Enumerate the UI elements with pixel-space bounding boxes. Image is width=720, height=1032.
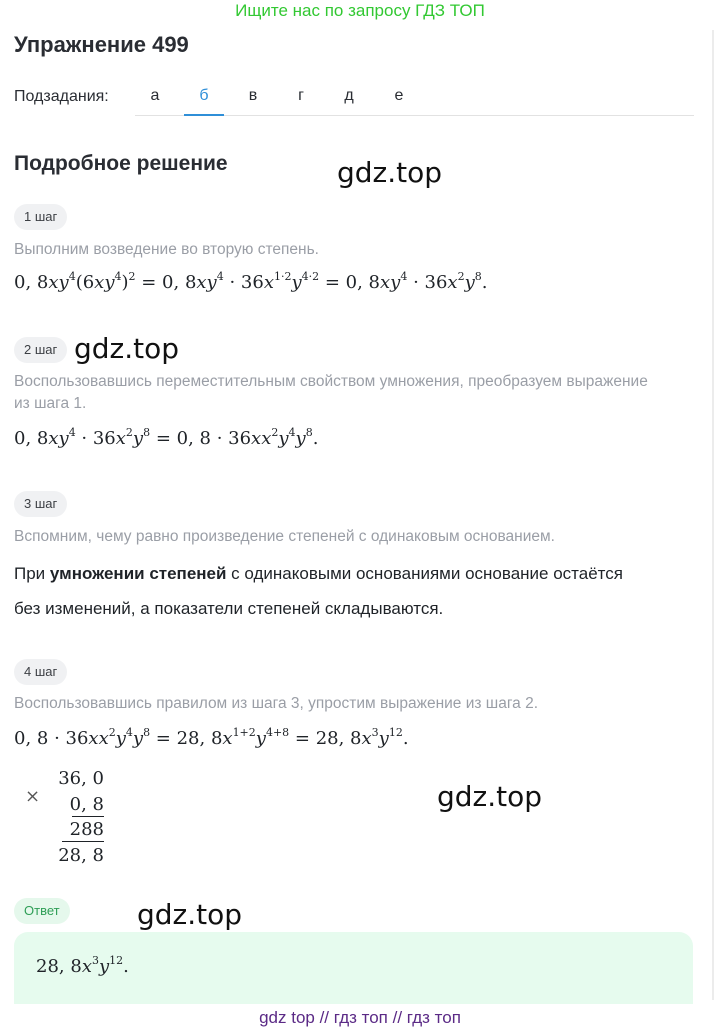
watermark: gdz.top: [74, 332, 180, 365]
watermark: gdz.top: [137, 898, 243, 931]
step-2-formula: 0, $8xy^4 \cdot 36x^2y^8 = 0$, $8 \cdot 36xx^2y^4y^8$.: [14, 426, 319, 449]
step-4-note: Воспользовавшись правилом из шага 3, упростим выражение из шага 2.: [14, 695, 539, 712]
step-1-formula: 0, $8xy^4(6xy^4)^2 = 0$, $8xy^4 \cdot 36x^{1\cdot 2}y^{4\cdot 2} = 0$, $8xy^4 \cdot 36x^2y^8$.: [14, 270, 488, 293]
step-4-formula: 0, $8 \cdot 36xx^2y^4y^8 = 28$, $8x^{1+2}y^{4+8} = 28$, $8x^3y^{12}$.: [14, 726, 409, 749]
section-title: Подробное решение: [14, 152, 228, 175]
answer-box: [14, 932, 693, 1004]
step-2-note-line2: из шага 1.: [14, 395, 87, 412]
page-title: Упражнение 499: [14, 32, 189, 57]
answer-badge: Ответ: [14, 898, 70, 924]
tab-d[interactable]: д: [344, 87, 354, 104]
calc-divider: [62, 841, 104, 842]
tab-b-active[interactable]: б: [184, 84, 224, 116]
calc-divider: [72, 816, 104, 817]
watermark: gdz.top: [337, 156, 443, 189]
tab-v[interactable]: в: [248, 87, 258, 104]
multiplicand: 36, 0: [58, 768, 104, 789]
tab-a[interactable]: а: [150, 87, 160, 104]
tab-g[interactable]: г: [298, 87, 304, 104]
step-3-badge: 3 шаг: [14, 491, 67, 517]
step-4-badge: 4 шаг: [14, 659, 67, 685]
partial-product: 288: [69, 819, 104, 840]
answer-formula: 28, $8x^3y^{12}$.: [36, 954, 129, 977]
step-3-rule-line2: без изменений, а показатели степеней складываются.: [14, 599, 444, 618]
product-result: 28, 8: [58, 845, 104, 866]
footer-links[interactable]: gdz top // гдз топ // гдз топ: [259, 1008, 461, 1027]
multiply-sign-icon: ×: [25, 786, 41, 807]
watermark: gdz.top: [437, 780, 543, 813]
search-banner: Ищите нас по запросу ГДЗ ТОП: [235, 1, 485, 20]
subtasks-bar: [14, 84, 694, 116]
step-1-note: Выполним возведение во вторую степень.: [14, 241, 319, 258]
multiplier: 0, 8: [69, 794, 104, 815]
subtasks-label: Подзадания:: [14, 88, 109, 105]
step-2-badge: 2 шаг: [14, 337, 67, 363]
page-edge-rule: [712, 30, 714, 1000]
step-1-badge: 1 шаг: [14, 204, 67, 230]
step-3-rule-line1: При умножении степеней с одинаковыми основаниями основание остаётся: [14, 564, 623, 583]
step-3-note: Вспомним, чему равно произведение степеней с одинаковым основанием.: [14, 528, 555, 545]
column-multiplication: [22, 768, 122, 868]
step-2-note-line1: Воспользовавшись переместительным свойством умножения, преобразуем выражение: [14, 373, 648, 390]
tab-e[interactable]: е: [394, 87, 404, 104]
